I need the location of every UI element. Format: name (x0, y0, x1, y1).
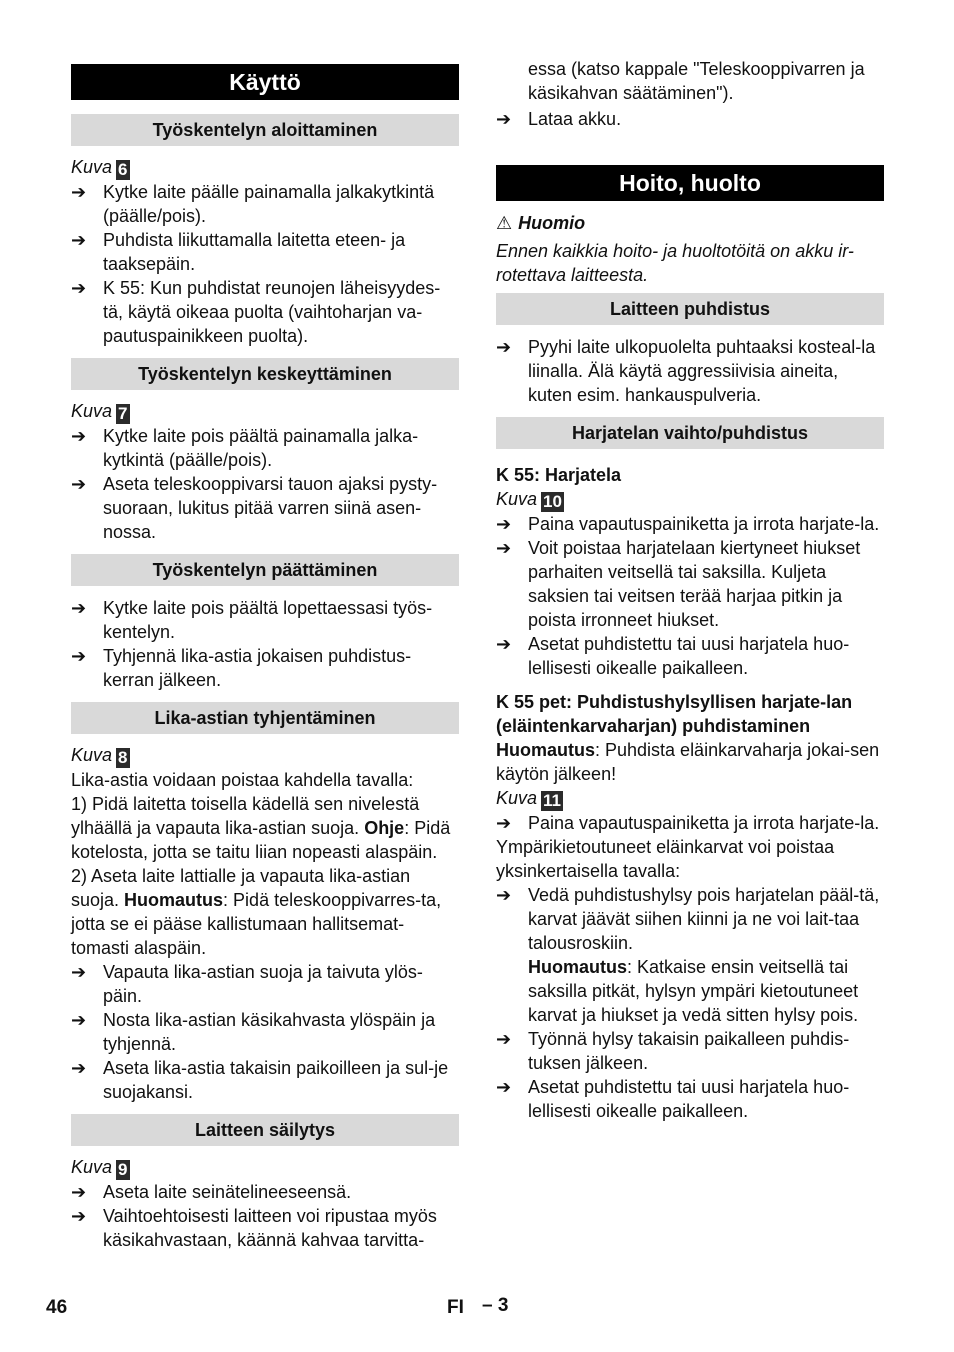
paragraph: Huomautus: Puhdista eläinkarvaharja jokai-sen käytön jälkeen! (496, 740, 880, 784)
left-column (71, 64, 459, 1252)
note-indented: Huomautus: Katkaise ensin veitsellä tai saksilla pitkät, hylsyn ympäri kietoutuneet karvat ja hiukset ja vedä sitten hylsy pois. (528, 957, 859, 1025)
figure-reference: Kuva 7 (71, 401, 128, 423)
list-item: ➔ Aseta lika-astia takaisin paikoilleen ja sul-je suojakansi. (71, 1058, 449, 1102)
list-item: ➔ Asetat puhdistettu tai uusi harjatela huo-lellisesti oikealle paikalleen. (496, 634, 850, 678)
section-title-hoito-huolto: Hoito, huolto (496, 165, 884, 201)
paragraph: Lika-astia voidaan poistaa kahdella tavalla: (71, 770, 414, 790)
warning-text: Ennen kaikkia hoito- ja huoltotöitä on akku ir-rotettava laitteesta. (496, 241, 854, 285)
figure-reference: Kuva 8 (71, 745, 128, 767)
list-item: ➔ Aseta teleskooppivarsi tauon ajaksi pysty-suoraan, lukitus pitää varren siinä asen-nossa. (71, 474, 438, 542)
subsection-title-sailytys: Laitteen säilytys (71, 1114, 459, 1146)
arrow-icon: ➔ (496, 514, 512, 534)
arrow-icon: ➔ (496, 109, 512, 129)
warning-heading: ⚠ Huomio (496, 213, 586, 233)
section-title-kaytto: Käyttö (71, 64, 459, 100)
figure-reference: Kuva 9 (71, 1157, 128, 1179)
subsection-title-harjatela: Harjatelan vaihto/puhdistus (496, 417, 884, 449)
list-item: ➔ Vedä puhdistushylsy pois harjatelan pääl-tä, karvat jäävät siihen kiinni ja ne voi lait-taa talousroskiin. (496, 885, 880, 953)
list-item: ➔ Nosta lika-astian käsikahvasta ylöspäin ja tyhjennä. (71, 1010, 436, 1054)
figure-reference: Kuva 10 (496, 489, 562, 511)
list-item-continued: essa (katso kappale "Teleskooppivarren ja käsikahvan säätäminen"). (528, 59, 865, 103)
arrow-icon: ➔ (496, 337, 512, 357)
list-item: ➔ Paina vapautuspainiketta ja irrota harjate-la. (496, 813, 880, 833)
list-item: ➔ K 55: Kun puhdistat reunojen läheisyydes-tä, käytä oikeaa puolta (vaihtoharjan va-pautuspainikkeen puolta). (71, 278, 441, 346)
arrow-icon: ➔ (496, 1077, 512, 1097)
subsection-title-tyhjentaminen: Lika-astian tyhjentäminen (71, 702, 459, 734)
arrow-icon: ➔ (71, 1010, 87, 1030)
section-page: – 3 (482, 1295, 509, 1316)
paragraph: Ympärikietoutuneet eläinkarvat voi poistaa yksinkertaisella tavalla: (496, 837, 835, 881)
heading-k55-pet: K 55 pet: Puhdistushylsyllisen harjate-lan (eläintenkarvaharjan) puhdistaminen (496, 692, 853, 736)
figure-number: 9 (118, 1160, 128, 1179)
list-item: ➔ Työnnä hylsy takaisin paikalleen puhdis-tuksen jälkeen. (496, 1029, 850, 1073)
arrow-icon: ➔ (496, 1029, 512, 1049)
heading-k55: K 55: Harjatela (496, 465, 622, 485)
arrow-icon: ➔ (496, 634, 512, 654)
list-item: ➔ Vaihtoehtoisesti laitteen voi ripustaa myös käsikahvastaan, käännä kahvaa tarvitta- (71, 1206, 437, 1250)
arrow-icon: ➔ (71, 1058, 87, 1078)
list-item: ➔ Pyyhi laite ulkopuolelta puhtaaksi kosteal-la liinalla. Älä käytä aggressiivisia aineita, kuten esim. hankauspulveria. (496, 337, 876, 405)
list-item: ➔ Paina vapautuspainiketta ja irrota harjate-la. (496, 514, 880, 534)
subsection-title-keskeyttaminen: Työskentelyn keskeyttäminen (71, 358, 459, 390)
subsection-title-paattaminen: Työskentelyn päättäminen (71, 554, 459, 586)
page-number: 46 (46, 1297, 68, 1318)
right-column (496, 57, 884, 1123)
arrow-icon: ➔ (71, 182, 87, 202)
figure-reference: Kuva 6 (71, 157, 128, 179)
arrow-icon: ➔ (71, 278, 87, 298)
subsection-title-puhdistus: Laitteen puhdistus (496, 293, 884, 325)
list-item: ➔ Kytke laite pois päältä lopettaessasi työs-kentelyn. (71, 598, 433, 642)
arrow-icon: ➔ (71, 598, 87, 618)
figure-number: 10 (543, 492, 562, 511)
subsection-title-aloittaminen: Työskentelyn aloittaminen (71, 114, 459, 146)
arrow-icon: ➔ (71, 1182, 87, 1202)
list-item: ➔ Voit poistaa harjatelaan kiertyneet hiukset parhaiten veitsellä tai saksilla. Kuljeta saksien tai veitsen terää harjaa pitkin ja poista irronneet hiukset. (496, 538, 861, 630)
list-item: ➔ Asetat puhdistettu tai uusi harjatela huo-lellisesti oikealle paikalleen. (496, 1077, 850, 1121)
arrow-icon: ➔ (496, 813, 512, 833)
list-item: ➔ Aseta laite seinätelineeseensä. (71, 1182, 352, 1202)
arrow-icon: ➔ (496, 538, 512, 558)
list-item: ➔ Vapauta lika-astian suoja ja taivuta ylös-päin. (71, 962, 423, 1006)
figure-number: 11 (543, 791, 562, 810)
list-item: ➔ Lataa akku. (496, 109, 622, 129)
arrow-icon: ➔ (71, 1206, 87, 1226)
figure-number: 6 (118, 160, 128, 179)
figure-reference: Kuva 11 (496, 788, 562, 810)
arrow-icon: ➔ (71, 646, 87, 666)
list-item: ➔ Kytke laite päälle painamalla jalkakytkintä (päälle/pois). (71, 182, 435, 226)
paragraph: 2) Aseta laite lattialle ja vapauta lika-astian suoja. Huomautus: Pidä teleskooppivarres-ta, jotta se ei pääse kallistumaan hallitsemat-tomasti alaspäin. (71, 866, 442, 958)
arrow-icon: ➔ (71, 230, 87, 250)
list-item: ➔ Puhdista liikuttamalla laitetta eteen- ja taaksepäin. (71, 230, 406, 274)
list-item: ➔ Kytke laite pois päältä painamalla jalka-kytkintä (päälle/pois). (71, 426, 419, 470)
warning-icon: ⚠ (496, 213, 513, 233)
list-item: ➔ Tyhjennä lika-astia jokaisen puhdistus-kerran jälkeen. (71, 646, 412, 690)
figure-number: 8 (118, 748, 128, 767)
arrow-icon: ➔ (71, 474, 87, 494)
arrow-icon: ➔ (496, 885, 512, 905)
arrow-icon: ➔ (71, 426, 87, 446)
language-code: FI (447, 1297, 464, 1318)
arrow-icon: ➔ (71, 962, 87, 982)
paragraph: 1) Pidä laitetta toisella kädellä sen nivelestä ylhäällä ja vapauta lika-astian suoja. Ohje: Pidä kotelosta, jotta se taitu liian nopeasti alaspäin. (71, 794, 451, 862)
figure-number: 7 (118, 404, 128, 423)
